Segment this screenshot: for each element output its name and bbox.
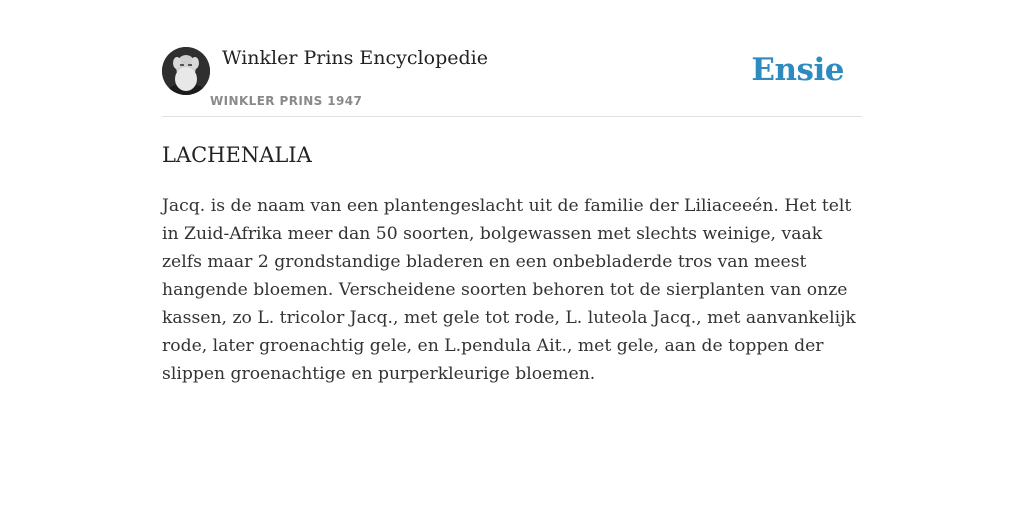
ensie-logo[interactable]: Ensie <box>751 52 844 88</box>
portrait-icon <box>162 47 210 95</box>
entry-title: LACHENALIA <box>162 143 312 167</box>
entry-body: Jacq. is de naam van een plantengeslacht uit de familie der Liliaceeén. Het telt in Zuid-Afrika meer dan 50 soorten, bolgewassen met slechts weinige, vaak zelfs maar 2 grondstandige bladeren en een onbebladerde tros van meest hangende bloemen. Verscheidene soorten behoren tot de sierplanten van onze kassen, zo L. tricolor Jacq., met gele tot rode, L. luteola Jacq., met aanvankelijk rode, later groenachtig gele, en L.pendula Ait., met gele, aan de toppen der slippen groenachtige en purperkleurige bloemen. <box>162 196 856 384</box>
author-avatar-icon[interactable] <box>162 47 210 95</box>
header <box>162 46 862 117</box>
source-label[interactable]: WINKLER PRINS 1947 <box>210 94 363 108</box>
site-title[interactable]: Winkler Prins Encyclopedie <box>222 47 488 69</box>
